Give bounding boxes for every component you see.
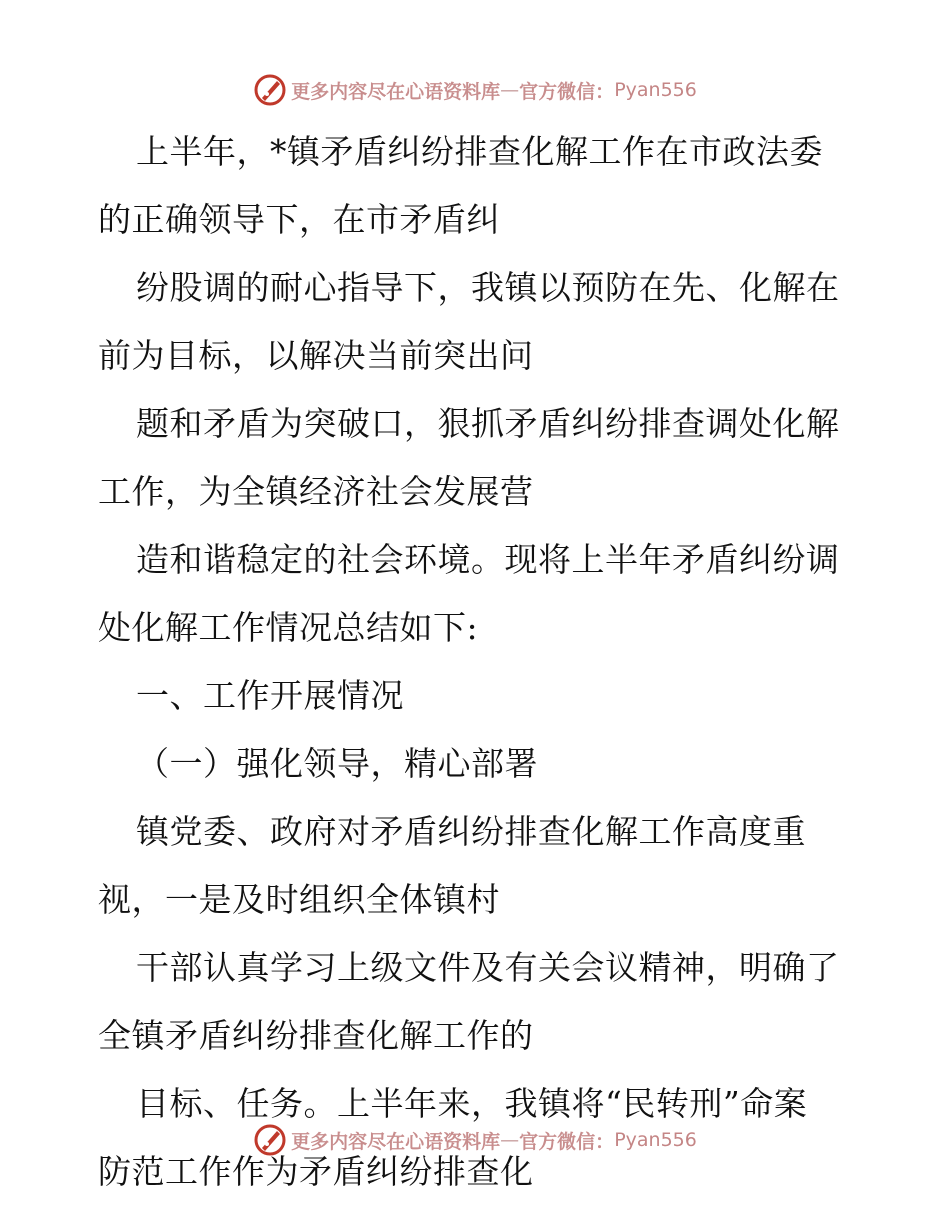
body-line: 干部认真学习上级文件及有关会议精神，明确了 [136,948,840,987]
subsection-heading: （一）强化领导，精心部署 [136,744,538,783]
footer-account-id: Pyan556 [614,1129,697,1151]
body-line: 镇党委、政府对矛盾纠纷排查化解工作高度重 [136,812,806,851]
footer-banner [0,1120,950,1160]
body-line: 处化解工作情况总结如下: [98,608,479,647]
body-line: 前为目标，以解决当前突出问 [98,336,534,375]
footer-account-label: 官方微信： [519,1130,615,1153]
body-line: 全镇矛盾纠纷排查化解工作的 [98,1016,534,1055]
header-dash: — [500,79,520,101]
header-account-label: 官方微信： [519,80,615,103]
header-account-id: Pyan556 [614,79,697,101]
body-line: 工作，为全镇经济社会发展营 [98,472,534,511]
body-line: 视，一是及时组织全体镇村 [98,880,500,919]
section-heading: 一、工作开展情况 [136,676,404,715]
body-line: 题和矛盾为突破口，狠抓矛盾纠纷排查调处化解 [136,404,840,443]
footer-main-text: 更多内容尽在心语资料库 [291,1130,501,1153]
header-banner [0,70,950,110]
footer-dash: — [500,1129,520,1151]
body-line: 防范工作作为矛盾纠纷排查化 [98,1152,534,1191]
body-line: 上半年，*镇矛盾纠纷排查化解工作在市政法委 [136,132,823,171]
document-body [98,118,858,1206]
body-line: 造和谐稳定的社会环境。现将上半年矛盾纠纷调 [136,540,840,579]
pen-seal-logo-icon [253,73,287,107]
body-line: 目标、任务。上半年来，我镇将“民转刑”命案 [136,1084,808,1123]
header-main-text: 更多内容尽在心语资料库 [291,80,501,103]
pen-seal-logo-icon [253,1123,287,1157]
body-line: 的正确领导下，在市矛盾纠 [98,200,500,239]
body-line: 纷股调的耐心指导下，我镇以预防在先、化解在 [136,268,840,307]
